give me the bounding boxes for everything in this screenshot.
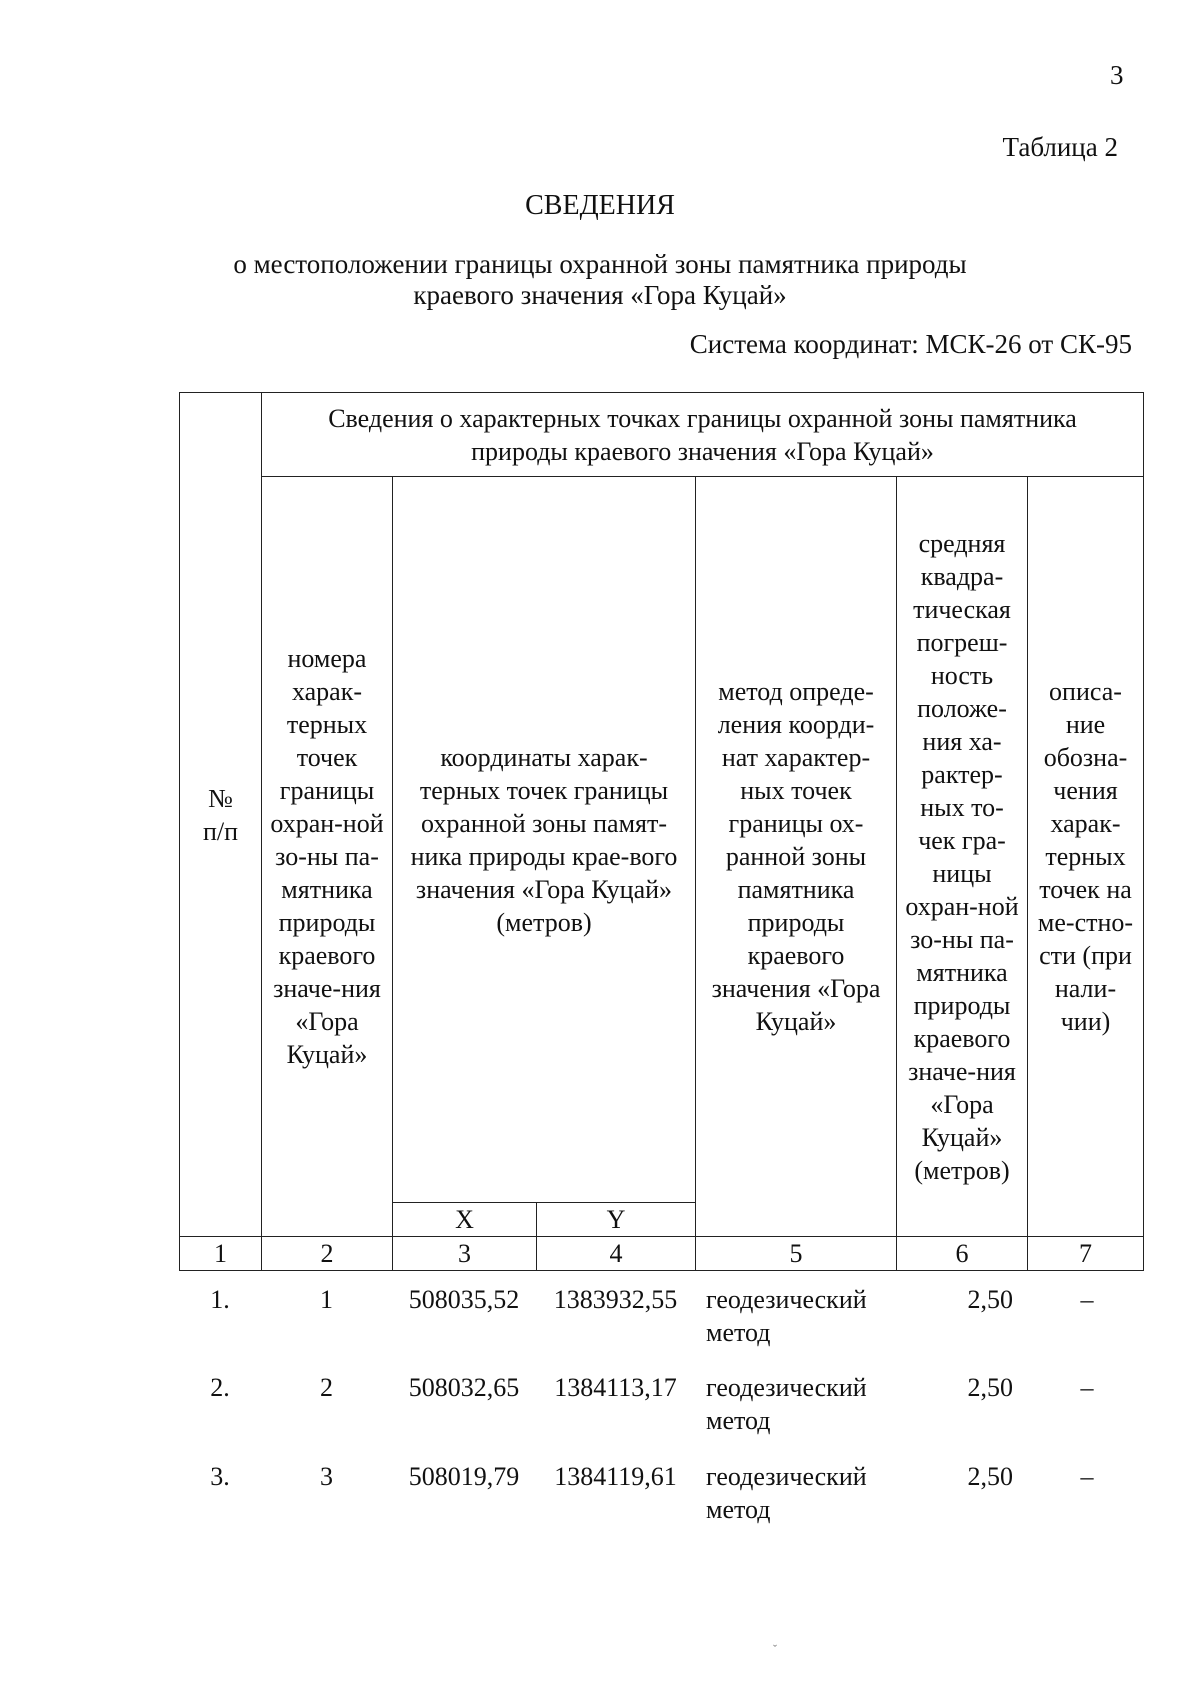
subtitle-line-1: о местоположении границы охранной зоны памятника природы	[233, 249, 967, 279]
method-line-2: метод	[706, 1318, 771, 1347]
column-number: 3	[393, 1237, 537, 1271]
coord-x: 508019,79	[408, 1462, 520, 1491]
coordinate-system: Система координат: МСК-26 от СК-95	[689, 329, 1132, 359]
column-number: 7	[1028, 1237, 1144, 1271]
method-line-2: метод	[706, 1495, 771, 1524]
header-error: средняя квадра-тическая погреш-ность положе-ния ха-рактер-ных то-чек гра-ницы охран-ной зо-ны па-мятника природы краевого значе-ния «Гора Куцай» (метров)	[897, 477, 1028, 1237]
header-row-number: № п/п	[180, 393, 262, 1237]
column-number: 6	[897, 1237, 1028, 1271]
column-numbers-row	[180, 1237, 1144, 1271]
coord-x: 508035,52	[408, 1285, 520, 1314]
method-line-1: геодезический	[706, 1462, 867, 1491]
header-point-numbers: номера харак-терных точек границы охран-ной зо-ны па-мятника природы краевого значе-ния «Гора Куцай»	[262, 477, 393, 1237]
mean-square-error: 2,50	[967, 1285, 1013, 1314]
document-title: СВЕДЕНИЯ	[525, 190, 675, 221]
header-description: описа-ние обозна-чения харак-терных точек на ме-стно-сти (при нали-чии)	[1028, 477, 1144, 1237]
column-number: 2	[262, 1237, 393, 1271]
point-description: –	[1080, 1373, 1094, 1402]
method	[706, 1371, 906, 1437]
column-number: 5	[696, 1237, 897, 1271]
document-subtitle	[0, 249, 1200, 311]
subtitle-line-2: краевого значения «Гора Куцай»	[413, 280, 787, 310]
point-description: –	[1080, 1462, 1094, 1491]
header-group-points: Сведения о характерных точках границы охранной зоны памятника природы краевого значения «Гора Куцай»	[262, 393, 1144, 477]
method-line-1: геодезический	[706, 1285, 867, 1314]
coord-y: 1384113,17	[554, 1373, 677, 1402]
row-index: 1.	[210, 1285, 230, 1314]
column-number: 4	[537, 1237, 696, 1271]
column-number: 1	[180, 1237, 262, 1271]
header-y: Y	[537, 1203, 696, 1237]
mean-square-error: 2,50	[967, 1373, 1013, 1402]
mean-square-error: 2,50	[967, 1462, 1013, 1491]
method-line-2: метод	[706, 1406, 771, 1435]
coord-y: 1383932,55	[553, 1285, 678, 1314]
header-coordinates: координаты харак-терных точек границы охранной зоны памят-ника природы крае-вого значения «Гора Куцай» (метров)	[393, 477, 696, 1203]
point-description: –	[1080, 1285, 1094, 1314]
point-number: 3	[320, 1462, 333, 1491]
coord-y: 1384119,61	[554, 1462, 677, 1491]
row-index: 2.	[210, 1373, 230, 1402]
method	[706, 1460, 906, 1526]
table-label: Таблица 2	[1002, 132, 1118, 162]
header-method: метод опреде-ления коорди-нат характер-ных точек границы ох-ранной зоны памятника природы краевого значения «Гора Куцай»	[696, 477, 897, 1237]
row-index: 3.	[210, 1462, 230, 1491]
point-number: 1	[320, 1285, 333, 1314]
header-x: X	[393, 1203, 537, 1237]
point-number: 2	[320, 1373, 333, 1402]
page-number: 3	[1110, 60, 1124, 90]
method-line-1: геодезический	[706, 1373, 867, 1402]
scan-speck: ˇ	[773, 1642, 777, 1656]
coord-x: 508032,65	[408, 1373, 520, 1402]
method	[706, 1283, 906, 1349]
header-table	[179, 392, 1144, 1271]
